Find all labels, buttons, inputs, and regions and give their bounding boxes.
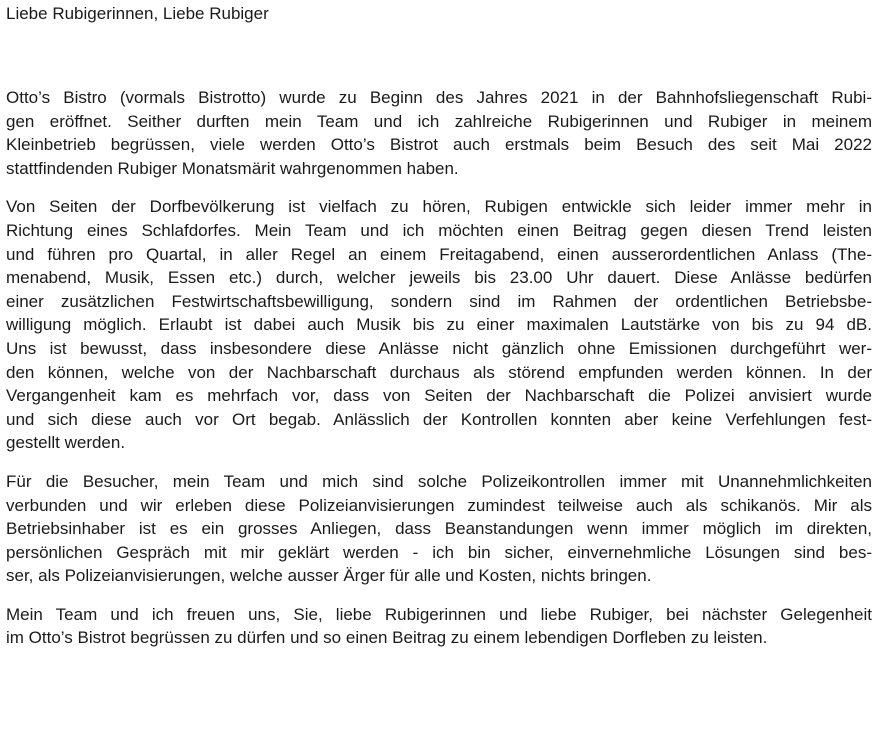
text-line: willigung möglich. Erlaubt ist dabei auch Musik bis zu einer maximalen Lautstärke von bis zu 94 dB. bbox=[6, 315, 872, 335]
text-line: stattfindenden Rubiger Monatsmärit wahrgenommen haben. bbox=[6, 158, 459, 178]
text-line: Von Seiten der Dorfbevölkerung ist vielfach zu hören, Rubigen entwickle sich leider immer mehr in bbox=[6, 197, 872, 217]
text-line: ser, als Polizeianvisierungen, welche ausser Ärger für alle und Kosten, nichts bringen. bbox=[6, 566, 652, 586]
text-line: gen eröffnet. Seither durften mein Team und ich zahlreiche Rubigerinnen und Rubiger in meinem bbox=[6, 111, 872, 131]
text-line: den können, welche von der Nachbarschaft durchaus als störend empfunden werden können. In der bbox=[6, 362, 872, 382]
letter-body bbox=[6, 86, 872, 665]
salutation: Liebe Rubigerinnen, Liebe Rubiger bbox=[6, 4, 269, 23]
text-line: Richtung eines Schlafdorfes. Mein Team und ich möchten einen Beitrag gegen diesen Trend leisten bbox=[6, 220, 872, 240]
text-line: Kleinbetrieb begrüssen, viele werden Otto’s Bistrot auch erstmals beim Besuch des seit Mai 2022 bbox=[6, 135, 872, 155]
text-line: menabend, Musik, Essen etc.) durch, welcher jeweils bis 23.00 Uhr dauert. Diese Anlässe bedürfen bbox=[6, 268, 872, 288]
text-line: persönlichen Gespräch mit mir geklärt werden - ich bin sicher, einvernehmliche Lösungen sind bes- bbox=[6, 542, 872, 562]
text-line: einer zusätzlichen Festwirtschaftsbewilligung, sondern sind im Rahmen der ordentlichen Betriebsbe- bbox=[6, 291, 872, 311]
text-line: Betriebsinhaber ist es ein grosses Anliegen, dass Beanstandungen wenn immer möglich im direkten, bbox=[6, 519, 872, 539]
paragraph-intro bbox=[6, 86, 872, 180]
text-line: und führen pro Quartal, in aller Regel an einem Freitagabend, einen ausserordentlichen Anlass (The- bbox=[6, 244, 872, 264]
text-line: verbunden und wir erleben diese Polizeianvisierungen zumindest teilweise auch als schikanös. Mir als bbox=[6, 495, 872, 515]
paragraph-police bbox=[6, 470, 872, 588]
text-line: im Otto’s Bistrot begrüssen zu dürfen und so einen Beitrag zu einem lebendigen Dorfleben zu leisten. bbox=[6, 628, 768, 648]
text-line: Mein Team und ich freuen uns, Sie, liebe Rubigerinnen und liebe Rubiger, bei nächster Gelegenheit bbox=[6, 604, 872, 624]
text-line: Otto’s Bistro (vormals Bistrotto) wurde zu Beginn des Jahres 2021 in der Bahnhofsliegenschaft Rubi- bbox=[6, 88, 872, 107]
paragraph-closing bbox=[6, 603, 872, 650]
text-line: Uns ist bewusst, dass insbesondere diese Anlässe nicht gänzlich ohne Emissionen durchgeführt wer- bbox=[6, 338, 872, 358]
text-line: und sich diese auch vor Ort begab. Anlässlich der Kontrollen konnten aber keine Verfehlungen fest- bbox=[6, 409, 872, 429]
text-line: Für die Besucher, mein Team und mich sind solche Polizeikontrollen immer mit Unannehmlichkeiten bbox=[6, 471, 872, 491]
paragraph-events bbox=[6, 195, 872, 455]
text-line: gestellt werden. bbox=[6, 433, 126, 453]
text-line: Vergangenheit kam es mehrfach vor, dass von Seiten der Nachbarschaft die Polizei anvisiert wurde bbox=[6, 386, 872, 406]
